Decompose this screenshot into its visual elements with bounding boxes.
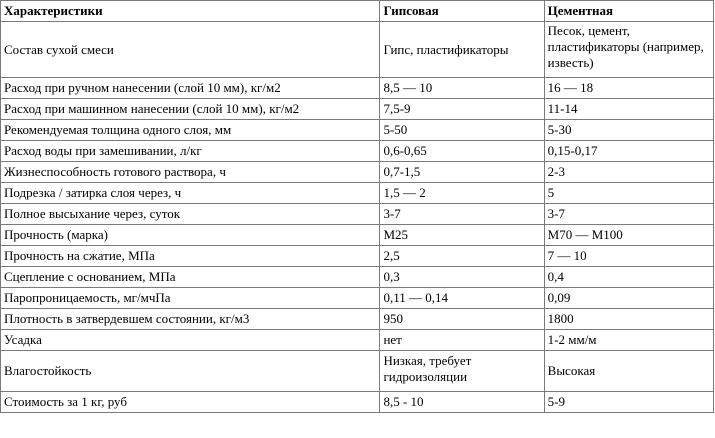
row-label: Плотность в затвердевшем состоянии, кг/м3 <box>1 309 380 330</box>
table-row <box>1 162 714 183</box>
cement-value: 0,09 <box>544 288 713 309</box>
gypsum-value: 2,5 <box>380 246 544 267</box>
table-row <box>1 183 714 204</box>
table-row <box>1 267 714 288</box>
row-label: Полное высыхание через, суток <box>1 204 380 225</box>
gypsum-value: 0,7-1,5 <box>380 162 544 183</box>
gypsum-value: 0,3 <box>380 267 544 288</box>
header-gypsum: Гипсовая <box>380 1 544 22</box>
table-row <box>1 330 714 351</box>
table-row <box>1 351 714 392</box>
gypsum-value: 950 <box>380 309 544 330</box>
table-row <box>1 141 714 162</box>
gypsum-value: 3-7 <box>380 204 544 225</box>
table-header-row <box>1 1 714 22</box>
gypsum-value: 8,5 — 10 <box>380 78 544 99</box>
row-label: Расход при машинном нанесении (слой 10 мм), кг/м2 <box>1 99 380 120</box>
row-label: Состав сухой смеси <box>1 22 380 78</box>
cement-value: 5-9 <box>544 392 713 413</box>
table-row <box>1 78 714 99</box>
cement-value: 11-14 <box>544 99 713 120</box>
row-label: Рекомендуемая толщина одного слоя, мм <box>1 120 380 141</box>
row-label: Подрезка / затирка слоя через, ч <box>1 183 380 204</box>
table-row <box>1 22 714 78</box>
row-label: Жизнеспособность готового раствора, ч <box>1 162 380 183</box>
gypsum-value: Гипс, пластификаторы <box>380 22 544 78</box>
cement-value: 1-2 мм/м <box>544 330 713 351</box>
gypsum-value: 7,5-9 <box>380 99 544 120</box>
table-row <box>1 309 714 330</box>
gypsum-value: 5-50 <box>380 120 544 141</box>
table-row <box>1 99 714 120</box>
cement-value: 2-3 <box>544 162 713 183</box>
cement-value: 7 — 10 <box>544 246 713 267</box>
row-label: Усадка <box>1 330 380 351</box>
header-cement: Цементная <box>544 1 713 22</box>
row-label: Стоимость за 1 кг, руб <box>1 392 380 413</box>
table-row <box>1 288 714 309</box>
gypsum-value: 0,11 — 0,14 <box>380 288 544 309</box>
table-row <box>1 225 714 246</box>
cement-value: 16 — 18 <box>544 78 713 99</box>
table-row <box>1 120 714 141</box>
row-label: Сцепление с основанием, МПа <box>1 267 380 288</box>
cement-value: 0,4 <box>544 267 713 288</box>
table-row <box>1 392 714 413</box>
row-label: Расход воды при замешивании, л/кг <box>1 141 380 162</box>
row-label: Расход при ручном нанесении (слой 10 мм), кг/м2 <box>1 78 380 99</box>
cement-value: Песок, цемент, пластификаторы (например, известь) <box>544 22 713 78</box>
gypsum-value: нет <box>380 330 544 351</box>
gypsum-value: Низкая, требует гидроизоляции <box>380 351 544 392</box>
cement-value: 1800 <box>544 309 713 330</box>
cement-value: 5 <box>544 183 713 204</box>
table-row <box>1 246 714 267</box>
cement-value: 5-30 <box>544 120 713 141</box>
cement-value: Высокая <box>544 351 713 392</box>
row-label: Паропроницаемость, мг/мчПа <box>1 288 380 309</box>
table-row <box>1 204 714 225</box>
cement-value: 0,15-0,17 <box>544 141 713 162</box>
gypsum-value: М25 <box>380 225 544 246</box>
gypsum-value: 0,6-0,65 <box>380 141 544 162</box>
header-characteristics: Характеристики <box>1 1 380 22</box>
row-label: Прочность на сжатие, МПа <box>1 246 380 267</box>
gypsum-value: 8,5 - 10 <box>380 392 544 413</box>
row-label: Влагостойкость <box>1 351 380 392</box>
cement-value: 3-7 <box>544 204 713 225</box>
row-label: Прочность (марка) <box>1 225 380 246</box>
cement-value: М70 — М100 <box>544 225 713 246</box>
gypsum-value: 1,5 — 2 <box>380 183 544 204</box>
